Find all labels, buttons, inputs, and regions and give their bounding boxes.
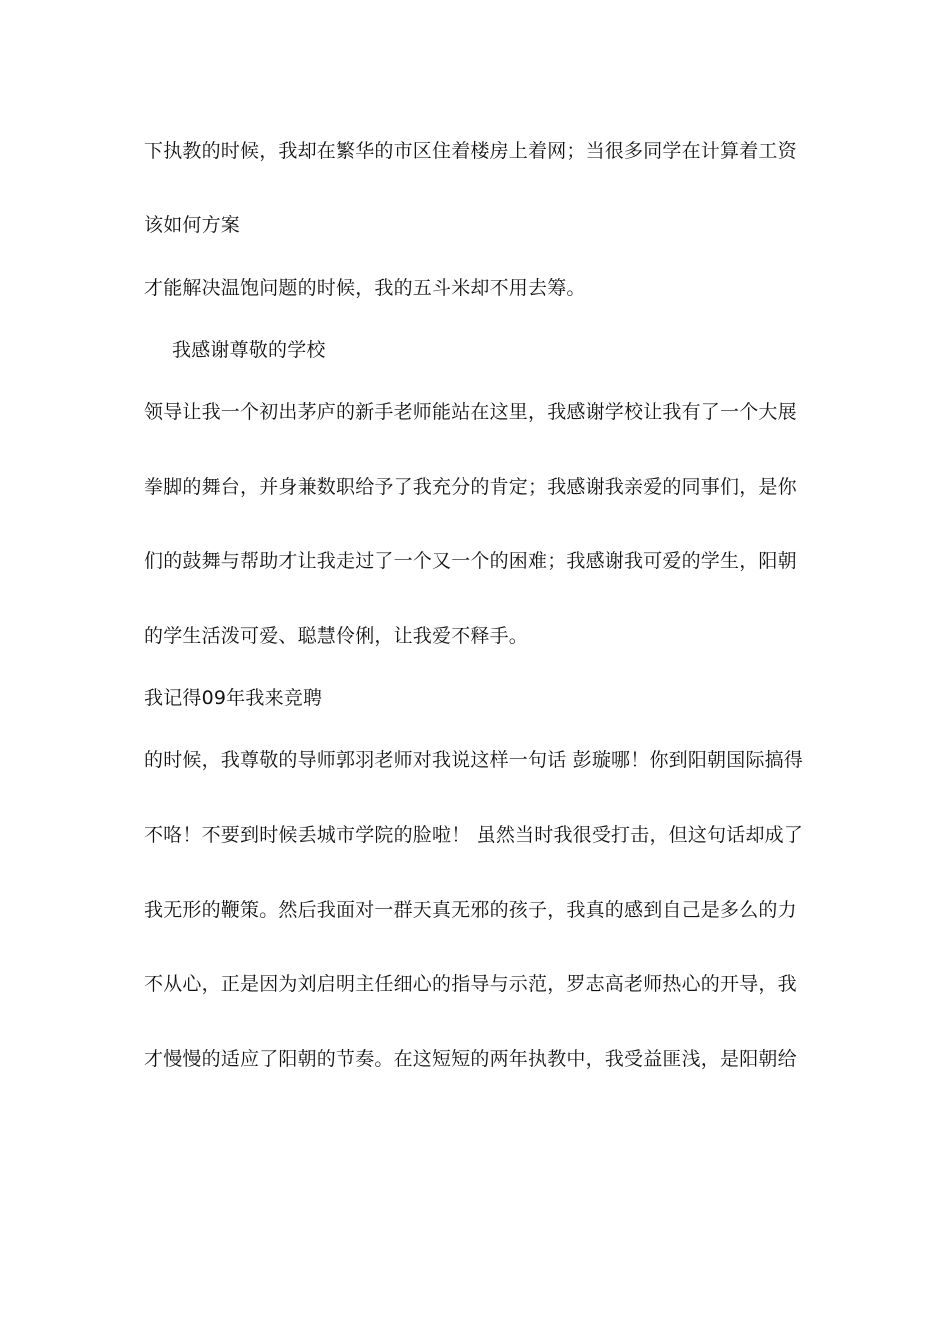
text-line-7: 们的鼓舞与帮助才让我走过了一个又一个的困难；我感谢我可爱的学生，阳朝 bbox=[144, 550, 797, 572]
text-line-4: 我感谢尊敬的学校 bbox=[172, 339, 326, 361]
text-line-14: 才慢慢的适应了阳朝的节奏。在这短短的两年执教中，我受益匪浅，是阳朝给 bbox=[144, 1048, 797, 1070]
text-line-1: 下执教的时候，我却在繁华的市区住着楼房上着网；当很多同学在计算着工资 bbox=[144, 140, 797, 162]
text-line-3: 才能解决温饱问题的时候，我的五斗米却不用去筹。 bbox=[144, 277, 586, 299]
text-line-13: 不从心，正是因为刘启明主任细心的指导与示范，罗志高老师热心的开导，我 bbox=[144, 973, 797, 995]
text-line-2: 该如何方案 bbox=[144, 214, 241, 236]
text-line-9: 我记得09年我来竞聘 bbox=[144, 687, 323, 709]
text-line-10: 的时候，我尊敬的导师郭羽老师对我说这样一句话 彭璇哪！你到阳朝国际搞得 bbox=[144, 749, 804, 771]
text-line-6: 拳脚的舞台，并身兼数职给予了我充分的肯定；我感谢我亲爱的同事们，是你 bbox=[144, 476, 797, 498]
text-line-11: 不咯！不要到时候丢城市学院的脸啦！ 虽然当时我很受打击，但这句话却成了 bbox=[144, 824, 804, 846]
text-line-12: 我无形的鞭策。然后我面对一群天真无邪的孩子，我真的感到自己是多么的力 bbox=[144, 899, 797, 921]
text-line-5: 领导让我一个初出茅庐的新手老师能站在这里，我感谢学校让我有了一个大展 bbox=[144, 401, 797, 423]
text-line-8: 的学生活泼可爱、聪慧伶俐，让我爱不释手。 bbox=[144, 625, 529, 647]
